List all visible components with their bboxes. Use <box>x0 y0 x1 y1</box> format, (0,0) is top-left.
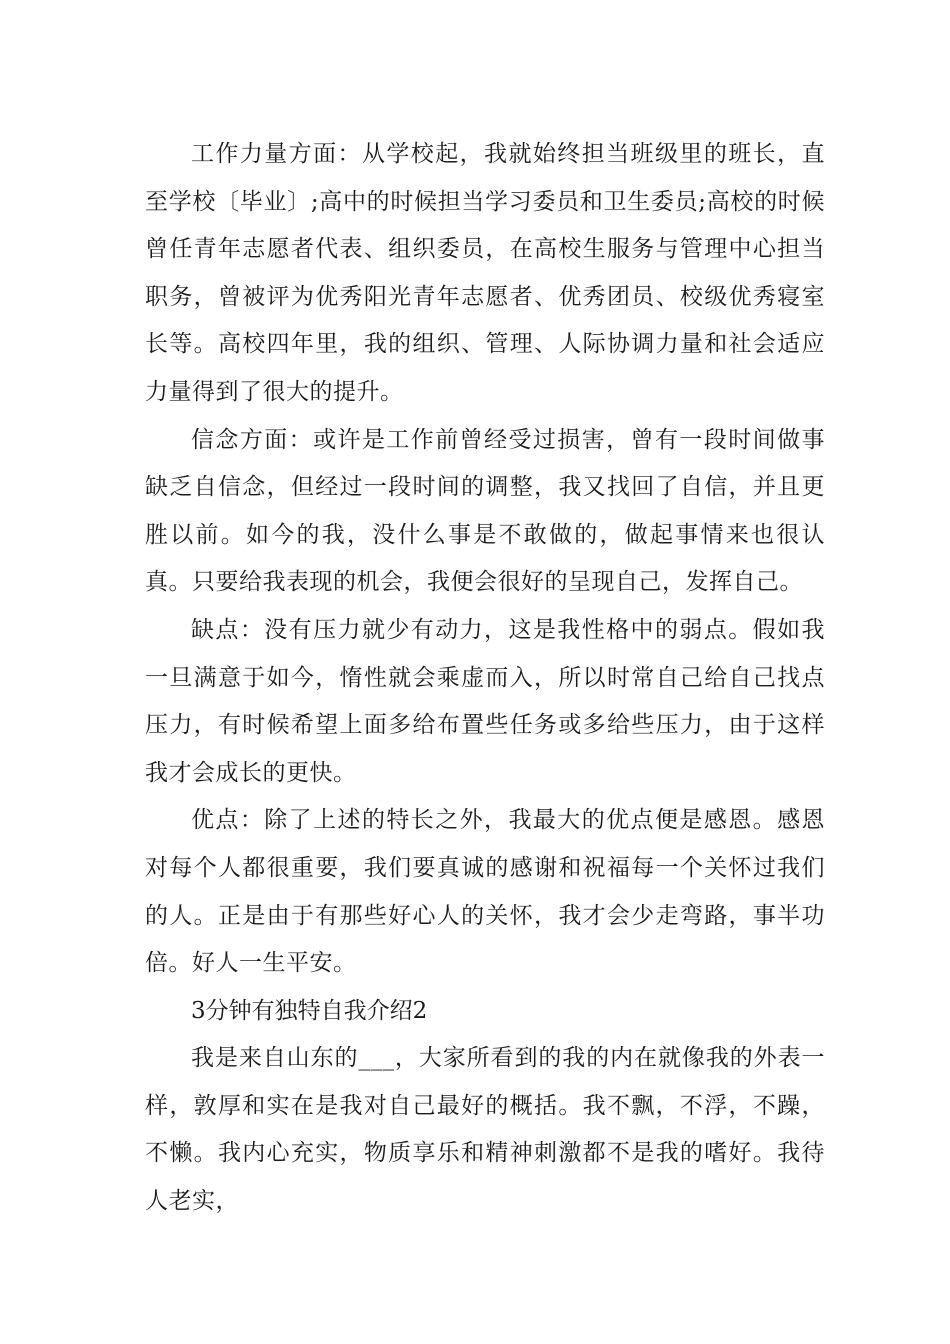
paragraph-belief: 信念方面：或许是工作前曾经受过损害，曾有一段时间做事缺乏自信念，但经过一段时间的调整，我又找回了自信，并且更胜以前。如今的我，没什么事是不敢做的，做起事情来也很认真。只要给我表现的机会，我便会很好的呈现自己，发挥自己。 <box>145 426 825 596</box>
paragraph-intro: 我是来自山东的___，大家所看到的我的内在就像我的外表一样，敦厚和实在是我对自己最好的概括。我不飘，不浮，不躁，不懒。我内心充实，物质享乐和精神刺激都不是我的嗜好。我待人老实， <box>145 1045 825 1215</box>
paragraph-work-ability: 工作力量方面：从学校起，我就始终担当班级里的班长，直至学校〔毕业〕;高中的时候担当学习委员和卫生委员;高校的时候曾任青年志愿者代表、组织委员，在高校生服务与管理中心担当职务，曾被评为优秀阳光青年志愿者、优秀团员、校级优秀寝室长等。高校四年里，我的组织、管理、人际协调力量和社会适应力量得到了很大的提升。 <box>145 141 825 405</box>
document-body <box>145 131 825 1226</box>
paragraph-weakness: 缺点：没有压力就少有动力，这是我性格中的弱点。假如我一旦满意于如今，惰性就会乘虚而入，所以时常自己给自己找点压力，有时候希望上面多给布置些任务或多给些压力，由于这样我才会成长的更快。 <box>145 616 825 786</box>
paragraph-strength: 优点：除了上述的特长之外，我最大的优点便是感恩。感恩对每个人都很重要，我们要真诚的感谢和祝福每一个关怀过我们的人。正是由于有那些好心人的关怀，我才会少走弯路，事半功倍。好人一生平安。 <box>145 807 825 977</box>
section-heading: 3分钟有独特自我介绍2 <box>191 997 428 1024</box>
